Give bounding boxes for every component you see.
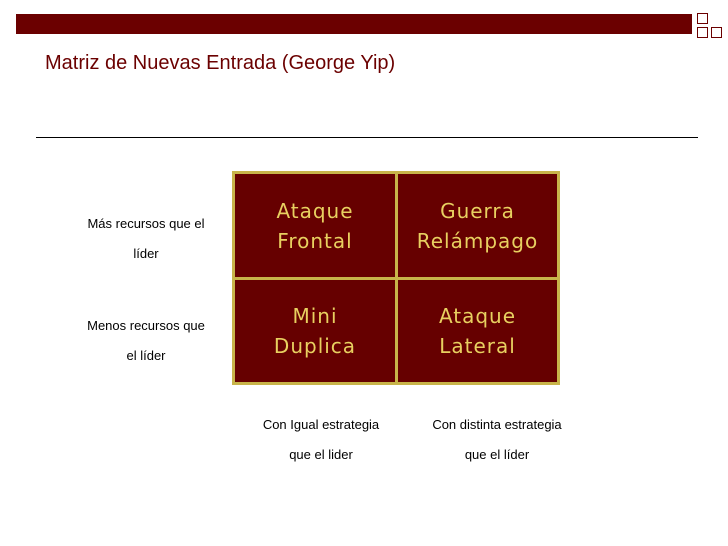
header-bar xyxy=(16,14,692,34)
cell-guerra-relampago xyxy=(398,174,557,277)
cell-ataque-frontal xyxy=(235,174,395,277)
column-label-line: Con Igual estrategia xyxy=(262,417,380,432)
corner-square-decoration xyxy=(697,27,708,38)
cell-text-line: Ataque xyxy=(276,198,354,223)
cell-text-line: Duplica xyxy=(273,334,357,358)
cell-text-line: Frontal xyxy=(277,228,353,253)
row-label-line: líder xyxy=(133,246,159,261)
column-label-same-strategy xyxy=(235,410,407,470)
row-label-line: Más recursos que el xyxy=(87,216,205,231)
cell-text-line: Ataque xyxy=(438,304,517,328)
cell-ataque-lateral xyxy=(398,280,557,382)
strategy-matrix xyxy=(232,171,560,385)
row-label-more-resources xyxy=(66,209,226,269)
slide-title: Matriz de Nuevas Entrada (George Yip) xyxy=(45,52,396,74)
cell-mini-duplica xyxy=(235,280,395,382)
row-label-line: el líder xyxy=(126,348,166,363)
cell-text-line: Mini xyxy=(292,304,338,328)
column-label-line: que el líder xyxy=(464,447,530,462)
row-label-line: Menos recursos que xyxy=(87,318,205,333)
column-label-line: que el lider xyxy=(289,447,353,462)
corner-square-decoration xyxy=(697,13,708,24)
cell-text-line: Relámpago xyxy=(416,228,539,253)
column-label-line: Con distinta estrategia xyxy=(432,417,562,432)
row-label-less-resources xyxy=(66,311,226,371)
cell-text-line: Lateral xyxy=(439,334,516,358)
column-label-different-strategy xyxy=(407,410,587,470)
corner-square-decoration xyxy=(711,27,722,38)
title-divider xyxy=(36,137,698,138)
cell-text-line: Guerra xyxy=(440,198,515,223)
